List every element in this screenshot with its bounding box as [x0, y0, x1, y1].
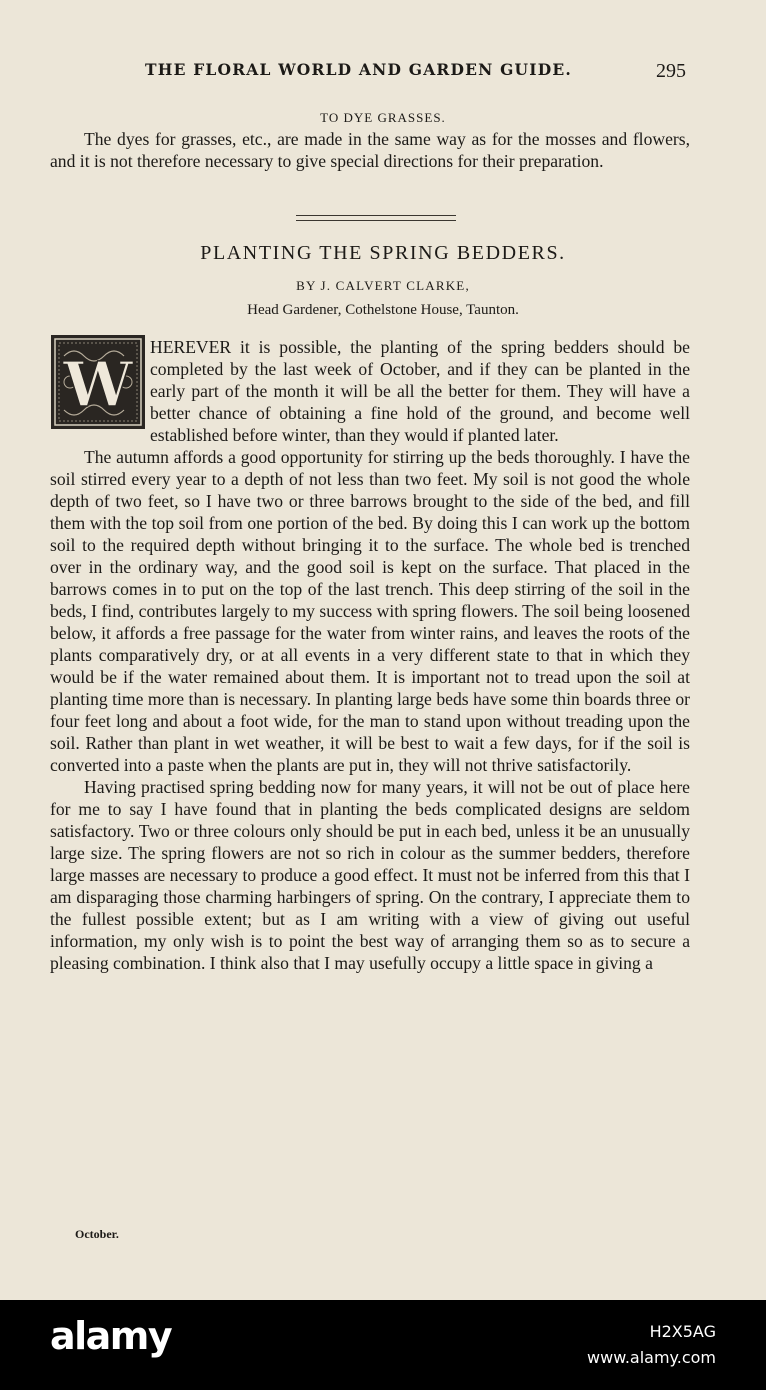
author-affiliation: Head Gardener, Cothelstone House, Taunton. — [247, 302, 519, 318]
running-head — [0, 60, 766, 90]
paragraph-1 — [50, 336, 690, 446]
section-divider — [296, 215, 456, 221]
grasses-text: The dyes for grasses, etc., are made in the same way as for the mosses and flowers, and it is not therefore necessary to give special directions for their preparation. — [50, 129, 690, 171]
article-title: PLANTING THE SPRING BEDDERS. — [200, 242, 566, 264]
drop-cap-spacer — [50, 336, 150, 432]
brand-logo: alamy — [50, 1314, 172, 1358]
site-url: www.alamy.com — [587, 1348, 716, 1367]
running-title: THE FLORAL WORLD AND GARDEN GUIDE. — [145, 60, 572, 79]
section-heading-grasses: TO DYE GRASSES. — [320, 110, 446, 125]
paragraph-1-text: HEREVER it is possible, the planting of the spring bedders should be completed by the last week of October, and if they can be planted in the early part of the month it will be all the better for them. They will have a better chance of obtaining a fine hold of the ground, and become well established before winter, than they would if planted later. — [150, 337, 690, 445]
paragraph-3: Having practised spring bedding now for many years, it will not be out of place here for me to say I have found that in planting the beds complicated designs are seldom satisfactory. Two or three colours only should be put in each bed, unless it be an unusually large size. The spring flowers are not so rich in colour as the summer bedders, therefore large masses are necessary to produce a good effect. It must not be inferred from this that I am disparaging those charming harbingers of spring. On the contrary, I appreciate them to the fullest possible extent; but as I am writing with a view of giving out useful information, my only wish is to point the best way of arranging them so as to secure a pleasing combination. I think also that I may usefully occupy a little space in giving a — [50, 777, 690, 973]
drop-cap-letter: W — [63, 348, 133, 421]
page-number: 295 — [656, 60, 686, 82]
grasses-paragraph — [50, 128, 690, 172]
watermark-banner — [0, 1300, 766, 1390]
article-byline: BY J. CALVERT CLARKE, — [296, 278, 470, 293]
image-id: H2X5AG — [649, 1322, 716, 1341]
article-body — [50, 336, 690, 974]
footer-month: October. — [75, 1227, 119, 1241]
paragraph-2: The autumn affords a good opportunity for stirring up the beds thoroughly. I have the soil stirred every year to a depth of not less than two feet. My soil is not good the whole depth of two feet, so I have two or three barrows brought to the side of the bed, and fill them with the top soil from one portion of the bed. By doing this I can work up the bottom soil to the required depth without bringing it to the surface. The whole bed is trenched over in the ordinary way, and the good soil is kept on the surface. That placed in the barrows comes in to put on the top of the last trench. This deep stirring of the soil in the beds, I find, contributes largely to my success with spring flowers. The soil being loosened below, it affords a free passage for the water from winter rains, and leaves the roots of the plants comparatively dry, or at all events in a very different state to that in which they would be if the water remained about them. It is important not to tread upon the soil at planting time more than is necessary. In planting large beds have some thin boards three or four feet long and about a foot wide, for the man to stand upon without treading upon the soil. Rather than plant in wet weather, it will be best to wait a few days, for if the soil is converted into a paste when the plants are put in, they will not thrive satisfactorily. — [50, 447, 690, 775]
